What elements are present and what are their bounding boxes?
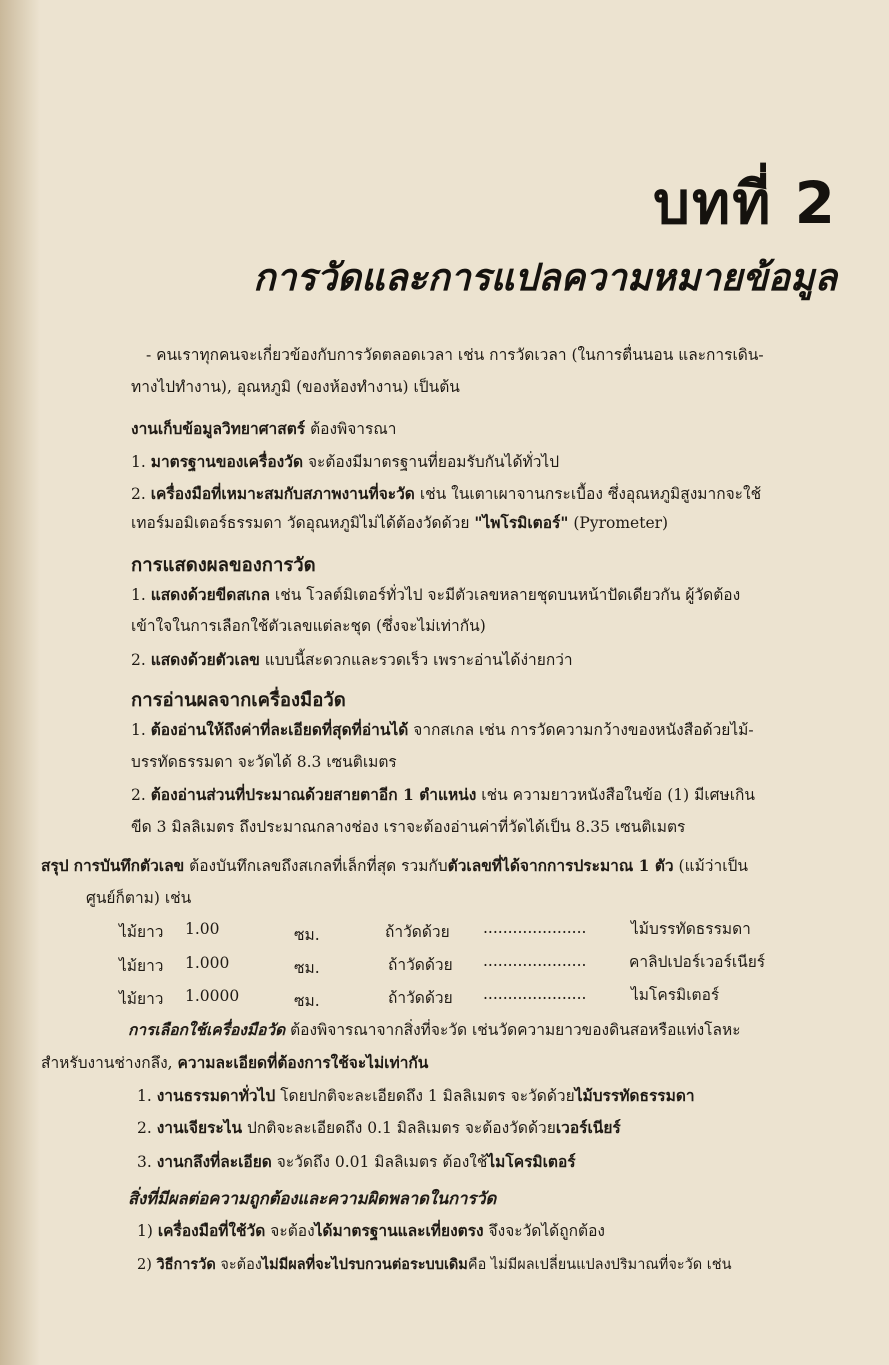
- display-item-2: [131, 651, 573, 670]
- accuracy-item-2: [137, 1256, 732, 1274]
- display-item-2-bold: แสดงด้วยตัวเลข: [150, 650, 260, 669]
- tool-item-2: [137, 1119, 621, 1138]
- accuracy-item-2-end: คือ ไม่มีผลเปลี่ยนแปลงปริมาณที่จะวัด เช่น: [467, 1257, 732, 1273]
- tool-item-2-bold: งานเจียระไน: [156, 1118, 243, 1137]
- reading-item-2-bold: ต้องอ่านส่วนที่ประมาณด้วยสายตาอีก 1 ตำแหน่ง: [150, 785, 477, 804]
- tool-item-2-rest: ปกติจะละเอียดถึง 0.1 มิลลิเมตร จะต้องวัดด้วย: [247, 1119, 556, 1137]
- intro-line-1: - คนเราทุกคนจะเกี่ยวข้องกับการวัดตลอดเวลา เช่น การวัดเวลา (ในการตื่นนอน และการเดิน-: [146, 346, 764, 364]
- accuracy-item-2-num: 2): [137, 1257, 152, 1273]
- row-condition: ถ้าวัดด้วย: [388, 956, 453, 974]
- reading-item-1-num: 1.: [131, 721, 146, 739]
- row-value: 1.00: [185, 920, 220, 938]
- row-value: 1.0000: [185, 987, 240, 1005]
- summary-bold-1: การบันทึกตัวเลข: [73, 856, 185, 875]
- accuracy-item-1-bold-2: ได้มาตรฐานและเที่ยงตรง: [314, 1221, 484, 1240]
- tool-item-3: [137, 1153, 576, 1172]
- tool-selection-lead-rest: ต้องพิจารณาจากสิ่งที่จะวัด เช่นวัดความยาวของดินสอหรือแท่งโลหะ: [290, 1021, 741, 1039]
- row-dots: .....................: [483, 985, 587, 1003]
- row-tool: ไมโครมิเตอร์: [631, 986, 720, 1004]
- row-tool: ไม้บรรทัดธรรมดา: [631, 920, 751, 938]
- row-item: ไม้ยาว: [119, 957, 164, 975]
- chapter-title: การวัดและการแปลความหมายข้อมูล: [253, 256, 837, 299]
- tool-selection-line-2: [41, 1054, 428, 1073]
- accuracy-item-2-bold-2: ไม่มีผลที่จะไปรบกวนต่อระบบเดิม: [261, 1256, 468, 1273]
- tool-item-2-end: เวอร์เนียร์: [555, 1118, 621, 1137]
- row-unit: ซม.: [294, 959, 320, 977]
- tool-item-3-num: 3.: [137, 1153, 152, 1171]
- accuracy-item-2-bold: วิธีการวัด: [156, 1256, 216, 1273]
- row-condition: ถ้าวัดด้วย: [385, 923, 450, 941]
- science-item-2-line2-pre: เทอร์มอมิเตอร์ธรรมดา วัดอุณหภูมิไม่ได้ต้องวัดด้วย: [131, 514, 470, 532]
- display-results-heading: การแสดงผลของการวัด: [131, 555, 316, 576]
- display-item-1-line-2: เข้าใจในการเลือกใช้ตัวเลขแต่ละชุด (ซึ่งจะไม่เท่ากัน): [131, 617, 486, 635]
- row-unit: ซม.: [294, 992, 320, 1010]
- accuracy-item-1-end: จึงจะวัดได้ถูกต้อง: [488, 1222, 605, 1240]
- science-lead: [131, 420, 396, 439]
- science-item-1: [131, 453, 559, 472]
- science-item-2-line-2: [131, 514, 668, 533]
- row-item: ไม้ยาว: [119, 923, 164, 941]
- display-item-1-rest: เช่น โวลต์มิเตอร์ทั่วไป จะมีตัวเลขหลายชุดบนหน้าปัดเดียวกัน ผู้วัดต้อง: [274, 586, 741, 604]
- reading-item-2-rest: เช่น ความยาวหนังสือในข้อ (1) มีเศษเกิน: [481, 786, 755, 804]
- tool-item-3-bold: งานกลึงที่ละเอียด: [156, 1152, 272, 1171]
- tool-item-3-rest: จะวัดถึง 0.01 มิลลิเมตร ต้องใช้: [276, 1153, 488, 1171]
- science-item-2-line2-post: (Pyrometer): [573, 514, 669, 532]
- intro-line-2: ทางไปทำงาน), อุณหภูมิ (ของห้องทำงาน) เป็นต้น: [131, 378, 460, 396]
- tool-item-1-num: 1.: [137, 1087, 152, 1105]
- tool-item-1-end: ไม้บรรทัดธรรมดา: [574, 1086, 695, 1105]
- accuracy-item-1-rest: จะต้อง: [270, 1222, 315, 1240]
- tool-item-1-bold: งานธรรมดาทั่วไป: [156, 1086, 276, 1105]
- science-item-1-num: 1.: [131, 453, 146, 471]
- science-item-2-bold: เครื่องมือที่เหมาะสมกับสภาพงานที่จะวัด: [150, 484, 415, 503]
- accuracy-item-1: [137, 1222, 605, 1241]
- row-value: 1.000: [185, 954, 230, 972]
- reading-item-2-line-2: ขีด 3 มิลลิเมตร ถึงประมาณกลางช่อง เราจะต้องอ่านค่าที่วัดได้เป็น 8.35 เซนติเมตร: [131, 818, 686, 836]
- science-item-2-rest: เช่น ในเตาเผาจานกระเบื้อง ซึ่งอุณหภูมิสูงมากจะใช้: [419, 485, 762, 503]
- row-dots: .....................: [483, 919, 587, 937]
- reading-item-1-rest: จากสเกล เช่น การวัดความกว้างของหนังสือด้วยไม้-: [413, 721, 754, 739]
- tool-selection-lead: [128, 1021, 741, 1040]
- row-condition: ถ้าวัดด้วย: [388, 989, 453, 1007]
- tool-item-2-num: 2.: [137, 1119, 152, 1137]
- accuracy-heading: สิ่งที่มีผลต่อความถูกต้องและความผิดพลาดในการวัด: [128, 1189, 497, 1208]
- display-item-2-rest: แบบนี้สะดวกและรวดเร็ว เพราะอ่านได้ง่ายกว่า: [264, 651, 573, 669]
- science-item-2-line2-bold: "ไพโรมิเตอร์": [474, 513, 569, 532]
- tool-selection-line2-bold: ความละเอียดที่ต้องการใช้จะไม่เท่ากัน: [177, 1053, 429, 1072]
- accuracy-item-2-rest: จะต้อง: [220, 1257, 262, 1273]
- summary-text-1: ต้องบันทึกเลขถึงสเกลที่เล็กที่สุด รวมกับ: [189, 857, 448, 875]
- science-lead-bold: งานเก็บข้อมูลวิทยาศาสตร์: [131, 419, 306, 438]
- reading-item-2: [131, 786, 755, 805]
- reading-results-heading: การอ่านผลจากเครื่องมือวัด: [131, 690, 346, 711]
- display-item-1-num: 1.: [131, 586, 146, 604]
- summary-line-2: ศูนย์ก็ตาม) เช่น: [86, 889, 192, 907]
- tool-selection-line2-pre: สำหรับงานช่างกลึง,: [41, 1054, 173, 1072]
- accuracy-item-1-num: 1): [137, 1222, 153, 1240]
- science-item-2-num: 2.: [131, 485, 146, 503]
- page-edge-shadow: [0, 0, 40, 1365]
- tool-selection-lead-bold: การเลือกใช้เครื่องมือวัด: [128, 1020, 286, 1039]
- tool-item-1: [137, 1087, 695, 1106]
- row-tool: คาลิปเปอร์เวอร์เนียร์: [629, 953, 766, 971]
- summary-text-2: (แม้ว่าเป็น: [678, 857, 748, 875]
- summary-line-1: [41, 857, 748, 876]
- tool-item-3-end: ไมโครมิเตอร์: [487, 1152, 576, 1171]
- reading-item-1-bold: ต้องอ่านให้ถึงค่าที่ละเอียดที่สุดที่อ่านได้: [150, 720, 409, 739]
- accuracy-item-1-bold: เครื่องมือที่ใช้วัด: [157, 1221, 266, 1240]
- display-item-2-num: 2.: [131, 651, 146, 669]
- reading-item-2-num: 2.: [131, 786, 146, 804]
- tool-item-1-rest: โดยปกติจะละเอียดถึง 1 มิลลิเมตร จะวัดด้วย: [280, 1087, 575, 1105]
- reading-item-1: [131, 721, 754, 740]
- reading-item-1-line-2: บรรทัดธรรมดา จะวัดได้ 8.3 เซนติเมตร: [131, 753, 397, 771]
- science-item-1-rest: จะต้องมีมาตรฐานที่ยอมรับกันได้ทั่วไป: [307, 453, 560, 471]
- science-item-2: [131, 485, 761, 504]
- chapter-number: บทที่ 2: [653, 169, 837, 237]
- summary-label: สรุป: [41, 856, 69, 875]
- science-lead-rest: ต้องพิจารณา: [310, 420, 397, 438]
- science-item-1-bold: มาตรฐานของเครื่องวัด: [150, 452, 304, 471]
- row-item: ไม้ยาว: [119, 990, 164, 1008]
- display-item-1-bold: แสดงด้วยขีดสเกล: [150, 585, 270, 604]
- display-item-1: [131, 586, 740, 605]
- row-unit: ซม.: [294, 926, 320, 944]
- summary-bold-2: ตัวเลขที่ได้จากการประมาณ 1 ตัว: [447, 856, 674, 875]
- row-dots: .....................: [483, 952, 587, 970]
